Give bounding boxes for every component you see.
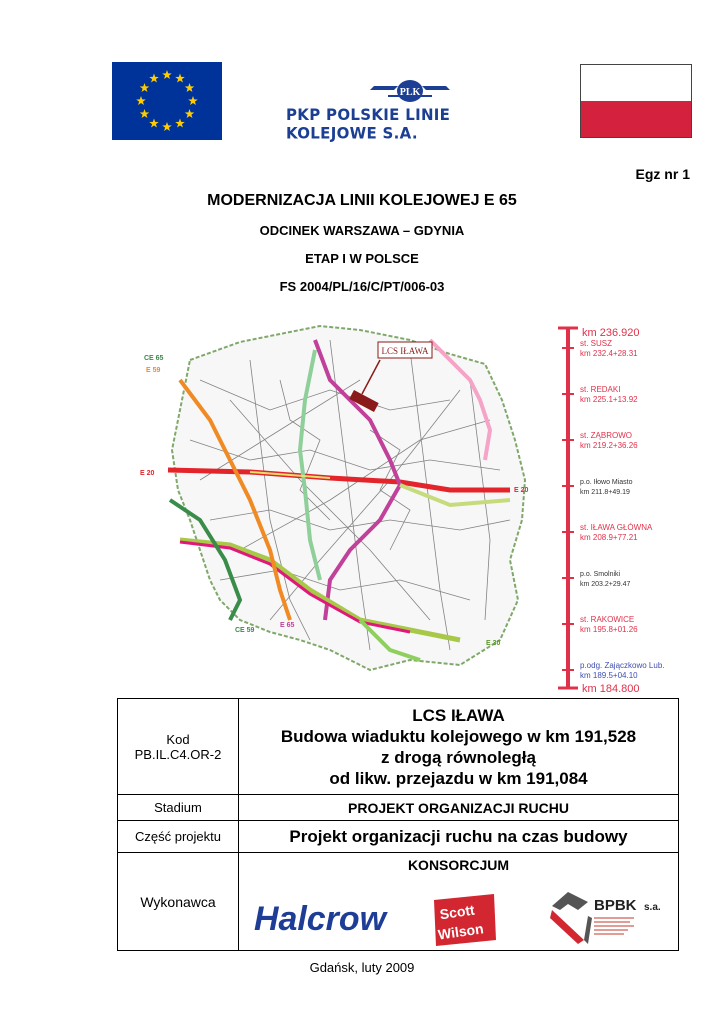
- station-km: km 232.4+28.31: [580, 349, 638, 358]
- kod-cell: [118, 699, 239, 795]
- eu-star-icon: [149, 119, 159, 128]
- scott-wilson-logo: [430, 894, 498, 946]
- map-line-label: E 20: [514, 487, 529, 494]
- station-name: p.o. Smolniki: [580, 571, 621, 578]
- map-callout-label: LCS IŁAWA: [381, 346, 429, 356]
- kod-value: PB.IL.C4.OR-2: [134, 746, 222, 762]
- km-top: km 236.920: [582, 327, 640, 339]
- kod-label: Kod: [166, 731, 190, 747]
- eu-star-icon: [149, 73, 159, 82]
- eu-star-icon: [175, 119, 185, 128]
- map-line-label: CE 59: [235, 627, 255, 634]
- stadium-label: Stadium: [118, 795, 239, 821]
- eu-star-icon: [188, 96, 198, 105]
- station-name: st. IŁAWA GŁÓWNA: [580, 523, 653, 532]
- czesc-value: Projekt organizacji ruchu na czas budowy: [239, 821, 679, 853]
- place-date: Gdańsk, luty 2009: [309, 960, 415, 975]
- lcs-title: LCS IŁAWA: [412, 705, 505, 725]
- poland-outline: [172, 326, 525, 670]
- map-line-label: E 65: [280, 622, 295, 629]
- poland-flag-icon: [580, 64, 692, 138]
- station-name: st. SUSZ: [580, 339, 613, 348]
- eu-star-icon: [140, 83, 150, 92]
- station-km: km 203.2+29.47: [580, 581, 631, 588]
- czesc-label: Część projektu: [118, 821, 239, 853]
- halcrow-logo: [252, 896, 388, 938]
- plk-logo-icon: [370, 78, 450, 104]
- station-name: p.odg. Zajączkowo Lub.: [580, 661, 665, 670]
- map-line-label: E 59: [146, 367, 161, 374]
- station-km: km 225.1+13.92: [580, 395, 638, 404]
- km-scale: [548, 322, 718, 694]
- desc-line-1: Budowa wiaduktu kolejowego w km 191,528: [280, 726, 637, 746]
- eu-star-icon: [185, 109, 195, 118]
- eu-star-icon: [140, 109, 150, 118]
- map-line-label: CE 65: [144, 355, 164, 362]
- station-name: st. ZĄBROWO: [580, 431, 632, 440]
- eu-star-icon: [162, 70, 172, 79]
- station-name: p.o. Iłowo Miasto: [580, 479, 633, 486]
- station-name: st. REDAKI: [580, 385, 621, 394]
- company-name: PKP POLSKIE LINIE KOLEJOWE S.A.: [286, 105, 451, 143]
- station-km: km 195.8+01.26: [580, 625, 638, 634]
- wilson-logo-text: Wilson: [437, 920, 485, 943]
- station-km: km 189.5+04.10: [580, 671, 638, 680]
- km-bottom: km 184.800: [582, 683, 640, 694]
- scott-logo-text: Scott: [438, 901, 476, 923]
- railway-network-map: [130, 320, 550, 690]
- eu-star-icon: [175, 73, 185, 82]
- konsorcjum-title: KONSORCJUM: [407, 857, 510, 873]
- section-title: ODCINEK WARSZAWA – GDYNIA: [259, 223, 465, 238]
- desc-line-2: z drogą równoległą: [381, 747, 536, 767]
- main-title: MODERNIZACJA LINII KOLEJOWEJ E 65: [207, 192, 517, 209]
- station-km: km 219.2+36.26: [580, 441, 638, 450]
- bpbk-logo-text: BPBK: [594, 897, 637, 914]
- plk-logo-text: PLK: [399, 87, 421, 98]
- wykonawca-label: Wykonawca: [118, 853, 239, 951]
- copy-number: Egz nr 1: [635, 166, 690, 182]
- station-km: km 211.8+49.19: [580, 489, 630, 496]
- map-line-label: E 20: [140, 470, 155, 477]
- stage-title: ETAP I W POLSCE: [305, 251, 419, 266]
- eu-star-icon: [136, 96, 146, 105]
- project-code: FS 2004/PL/16/C/PT/006-03: [279, 279, 445, 294]
- eu-flag-icon: [112, 62, 222, 140]
- eu-star-icon: [185, 83, 195, 92]
- bpbk-logo: [548, 888, 676, 946]
- bpbk-suffix-text: s.a.: [644, 902, 661, 913]
- stadium-value: PROJEKT ORGANIZACJI RUCHU: [239, 795, 679, 821]
- description-cell: [239, 699, 679, 795]
- eu-star-icon: [162, 122, 172, 131]
- desc-line-3: od likw. przejazdu w km 191,084: [329, 768, 588, 788]
- station-name: st. RAKOWICE: [580, 615, 635, 624]
- station-km: km 208.9+77.21: [580, 533, 638, 542]
- halcrow-logo-text: Halcrow: [254, 900, 388, 938]
- map-line-label: E 30: [486, 640, 501, 647]
